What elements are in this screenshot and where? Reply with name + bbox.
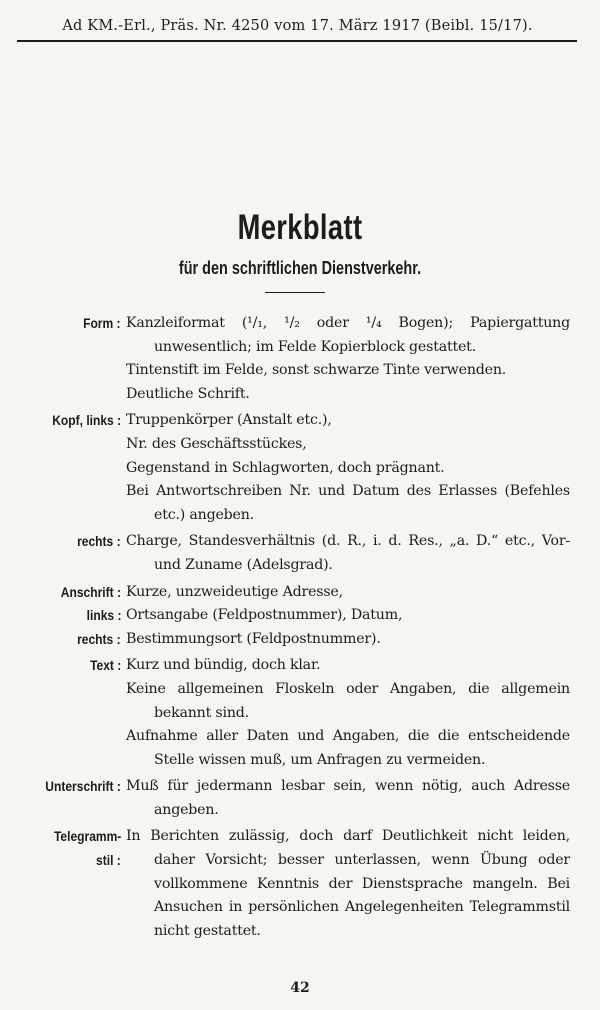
section-text	[0, 654, 600, 772]
form-paragraph-1: Kanzleiformat (¹/₁, ¹/₂ oder ¹/₄ Bogen); Papiergattung unwesentlich; im Felde Kopierblock gestattet.	[126, 315, 570, 355]
document-body	[0, 312, 600, 943]
page-header: Ad KM.-Erl., Präs. Nr. 4250 vom 17. März 1917 (Beibl. 15/17).	[62, 18, 533, 34]
section-anschrift-rechts	[0, 628, 600, 652]
kopf-paragraph-2: Nr. des Geschäftsstückes,	[126, 435, 307, 452]
unterschrift-paragraph-1: Muß für jedermann lesbar sein, wenn nötig, auch Adresse angeben.	[126, 778, 570, 818]
section-label-kopf-links: Kopf, links :	[52, 412, 121, 429]
section-anschrift-links	[0, 604, 600, 628]
text-paragraph-3: Aufnahme aller Daten und Angaben, die die entscheidende Stelle wissen muß, um Anfragen zu vermeiden.	[126, 728, 570, 768]
section-unterschrift	[0, 775, 600, 822]
kopf-paragraph-4: Bei Antwortschreiben Nr. und Datum des Erlasses (Befehles etc.) angeben.	[126, 483, 570, 523]
section-label-telegrammstil-2: stil :	[96, 852, 121, 869]
document-title: Merkblatt	[237, 208, 363, 247]
section-label-unterschrift: Unterschrift :	[45, 778, 121, 795]
telegrammstil-paragraph-1: In Berichten zulässig, doch darf Deutlichkeit nicht leiden, daher Vorsicht; besser unterlassen, wenn Übung oder vollkommene Kenntnis der Dienstsprache mangeln. Bei Ansuchen in persönlichen Angelegenheiten Telegrammstil nicht gestattet.	[126, 828, 570, 939]
section-label-anschrift-rechts: rechts :	[77, 630, 121, 647]
page-number: 42	[290, 980, 310, 996]
section-label-rechts: rechts :	[77, 533, 121, 550]
kopf-paragraph-1: Truppenkörper (Anstalt etc.),	[126, 412, 332, 429]
kopf-paragraph-3: Gegenstand in Schlagworten, doch prägnant.	[126, 459, 445, 476]
section-label-anschrift-links: links :	[86, 607, 121, 624]
header-rule	[17, 40, 577, 42]
section-rechts	[0, 530, 600, 577]
form-paragraph-3: Deutliche Schrift.	[126, 385, 250, 402]
rechts-paragraph-1: Charge, Standesverhältnis (d. R., i. d. Res., „a. D.“ etc., Vor- und Zuname (Adelsgrad).	[126, 533, 570, 573]
section-label-form: Form :	[83, 315, 121, 331]
section-label-telegrammstil-1: Telegramm-	[53, 828, 121, 845]
section-label-anschrift: Anschrift :	[60, 583, 121, 600]
section-kopf-links	[0, 409, 600, 527]
anschrift-rechts-text: Bestimmungsort (Feldpostnummer).	[126, 630, 381, 647]
section-form	[0, 312, 600, 406]
document-subtitle: für den schriftlichen Dienstverkehr.	[178, 257, 422, 278]
section-telegrammstil	[0, 825, 600, 943]
anschrift-paragraph-1: Kurze, unzweideutige Adresse,	[126, 583, 343, 600]
text-paragraph-2: Keine allgemeinen Floskeln oder Angaben, die allgemein bekannt sind.	[126, 680, 570, 721]
form-paragraph-2: Tintenstift im Felde, sonst schwarze Tinte verwenden.	[126, 362, 507, 379]
text-paragraph-1: Kurz und bündig, doch klar.	[126, 657, 321, 674]
anschrift-links-text: Ortsangabe (Feldpostnummer), Datum,	[126, 607, 403, 624]
section-anschrift	[0, 581, 600, 605]
title-rule	[265, 292, 325, 293]
section-label-text: Text :	[89, 657, 121, 674]
